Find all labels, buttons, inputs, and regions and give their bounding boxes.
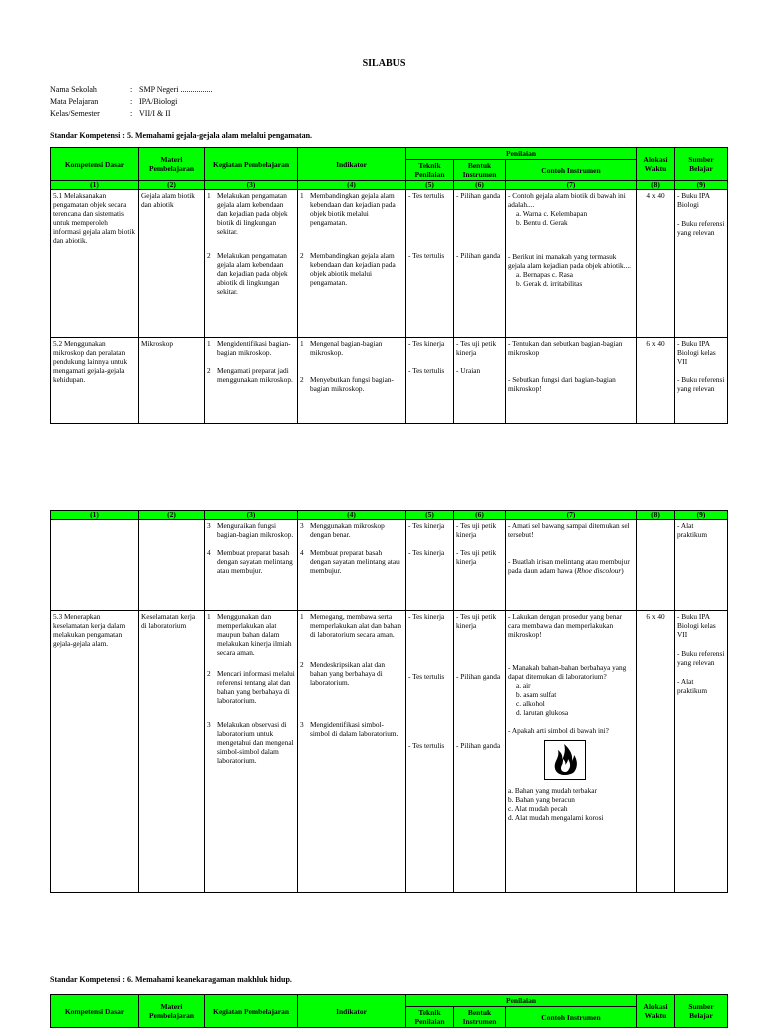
header-penilaian: Penilaian [406,148,637,160]
sumber-cell: - Buku IPA Biologi kelas VII - Buku referensi yang relevan - Alat praktikum [675,611,728,893]
contoh-cell: - Tentukan dan sebutkan bagian-bagian mikroskop - Sebutkan fungsi dari bagian-bagian mikroskop! [506,338,637,424]
school-info [50,84,212,120]
indikator-cell: 1 Mengenal bagian-bagian mikroskop. 2 Menyebutkan fungsi bagian-bagian mikroskop. [298,338,406,424]
teknik-cell: - Tes kinerja - Tes tertulis - Tes tertulis [406,611,454,893]
materi-cell: Gejala alam biotik dan abiotik [139,190,205,338]
header-alokasi: Alokasi Waktu [637,995,675,1028]
teknik-cell: - Tes tertulis - Tes tertulis [406,190,454,338]
sumber-cell: - Buku IPA Biologi kelas VII - Buku referensi yang relevan [675,338,728,424]
header-indikator: Indikator [298,995,406,1028]
sumber-cell: - Buku IPA Biologi - Buku referensi yang relevan [675,190,728,338]
kegiatan-cell: 1 Melakukan pengamatan gejala alam kebendaan dan kejadian pada objek biotik di lingkungan sekitar. 2 Melakukan pengamatan gejala alam kebendaan dan kejadian pada objek abiotik di lingkungan sekitar. [205,190,298,338]
table-row [51,520,728,611]
bentuk-cell: - Tes uji petik kinerja - Uraian [454,338,506,424]
materi-cell: Mikroskop [139,338,205,424]
header-materi: Materi Pembelajaran [139,148,205,181]
alokasi-cell: 6 x 40 [637,611,675,893]
header-kegiatan: Kegiatan Pembelajaran [205,148,298,181]
header-teknik: Teknik Penilaian [406,1007,454,1028]
syllabus-table-1 [50,147,728,424]
kd-cell: 5.3 Menerapkan keselamatan kerja dalam melakukan pengamatan gejala-gejala alam. [51,611,139,893]
contoh-cell: - Amati sel bawang sampai ditemukan sel tersebut! - Buatlah irisan melintang atau membujur pada daun adam hawa (Rhoe discolour) [506,520,637,611]
kegiatan-cell: 3 Menguraikan fungsi bagian-bagian mikroskop. 4 Membuat preparat basah dengan sayatan melintang atau membujur. [205,520,298,611]
table-row [51,190,728,338]
kd-cell: 5.2 Menggunakan mikroskop dan peralatan pendukung lainnya untuk mengamati gejala-gejala kehidupan. [51,338,139,424]
materi-cell: Keselamatan kerja di laboratorium [139,611,205,893]
header-kegiatan: Kegiatan Pembelajaran [205,995,298,1028]
header-materi: Materi Pembelajaran [139,995,205,1028]
header-indikator: Indikator [298,148,406,181]
document-title: SILABUS [362,58,406,69]
alokasi-cell: 4 x 40 [637,190,675,338]
info-row-class: Kelas/Semester : VII/I & II [50,109,171,118]
contoh-cell: - Lakukan dengan prosedur yang benar cara membawa dan memperlakukan mikroskop! - Manakah bahan-bahan berbahaya yang dapat ditemukan di laboratorium? a. air b. asam sulfat c. alkohol d. larutan glukosa - Apakah arti simbol di bawah ini? a. Bahan yang mudah terbakar b. Bahan yang beracun c. Alat mudah pecah d. Alat mudah mengalami korosi [506,611,637,893]
standar-kompetensi-6: Standar Kompetensi : 6. Memahami keanekaragaman makhluk hidup. [50,975,292,984]
bentuk-cell: - Tes uji petik kinerja - Pilihan ganda - Pilihan ganda [454,611,506,893]
sumber-cell: - Alat praktikum [675,520,728,611]
header-sumber: Sumber Belajar [675,148,728,181]
materi-cell [139,520,205,611]
header-contoh: Contoh Instrumen [506,1007,637,1028]
indikator-cell: 1 Membandingkan gejala alam kebendaan dan kejadian pada objek biotik melalui pengamatan. 2 Membandingkan gejala alam kebendaan dan kejadian pada objek abiotik melalui pengamatan. [298,190,406,338]
contoh-cell: - Contoh gejala alam biotik di bawah ini adalah.... a. Warna c. Kelembapan b. Bentu d. Gerak - Berikut ini manakah yang termasuk gejala alam kejadian pada objek abiotik.... a. Bernapas c. Rasa b. Gerak d. irritabilitas [506,190,637,338]
standar-kompetensi-5: Standar Kompetensi : 5. Memahami gejala-gejala alam melalui pengamatan. [50,131,313,140]
header-contoh: Contoh Instrumen [506,160,637,181]
header-bentuk: Bentuk Instrumen [454,160,506,181]
syllabus-table-2 [50,510,728,893]
header-alokasi: Alokasi Waktu [637,148,675,181]
header-bentuk: Bentuk Instrumen [454,1007,506,1028]
header-kd: Kompetensi Dasar [51,995,139,1028]
kd-cell: 5.1 Melaksanakan pengamatan objek secara terencana dan sistematis untuk memperoleh informasi gejala alam biotik dan abiotik. [51,190,139,338]
header-teknik: Teknik Penilaian [406,160,454,181]
alokasi-cell [637,520,675,611]
info-row-subject: Mata Pelajaran : IPA/Biologi [50,97,178,106]
header-penilaian: Penilaian [406,995,637,1007]
header-kd: Kompetensi Dasar [51,148,139,181]
teknik-cell: - Tes kinerja - Tes tertulis [406,338,454,424]
kd-cell [51,520,139,611]
header-sumber: Sumber Belajar [675,995,728,1028]
column-number-row: (1) (2) (3) (4) (5) (6) (7) (8) (9) [51,181,728,190]
bentuk-cell: - Tes uji petik kinerja - Tes uji petik kinerja [454,520,506,611]
table-row [51,338,728,424]
flammable-hazard-icon [544,740,586,780]
column-number-row: (1) (2) (3) (4) (5) (6) (7) (8) (9) [51,511,728,520]
alokasi-cell: 6 x 40 [637,338,675,424]
bentuk-cell: - Pilihan ganda - Pilihan ganda [454,190,506,338]
kegiatan-cell: 1 Menggunakan dan memperlakukan alat maupun bahan dalam melakukan kinerja ilmiah secara aman. 2 Mencari informasi melalui referensi tentang alat dan bahan yang berbahaya di laboratorium. 3 Melakukan observasi di laboratorium untuk mengetahui dan mengenal simbol-simbol dalam laboratorium. [205,611,298,893]
syllabus-table-3 [50,994,728,1028]
indikator-cell: 1 Memegang, membawa serta memperlakukan alat dan bahan di laboratorium secara aman. 2 Mendeskripsikan alat dan bahan yang berbahaya di laboratorium. 3 Mengidentifikasi simbol-simbol di dalam laboratorium. [298,611,406,893]
indikator-cell: 3 Menggunakan mikroskop dengan benar. 4 Membuat preparat basah dengan sayatan melintang atau membujur. [298,520,406,611]
kegiatan-cell: 1 Mengidentifikasi bagian-bagian mikroskop. 2 Mengamati preparat jadi menggunakan mikroskop. [205,338,298,424]
table-row [51,611,728,893]
teknik-cell: - Tes kinerja - Tes kinerja [406,520,454,611]
info-row-school: Nama Sekolah : SMP Negeri ................ [50,85,213,94]
